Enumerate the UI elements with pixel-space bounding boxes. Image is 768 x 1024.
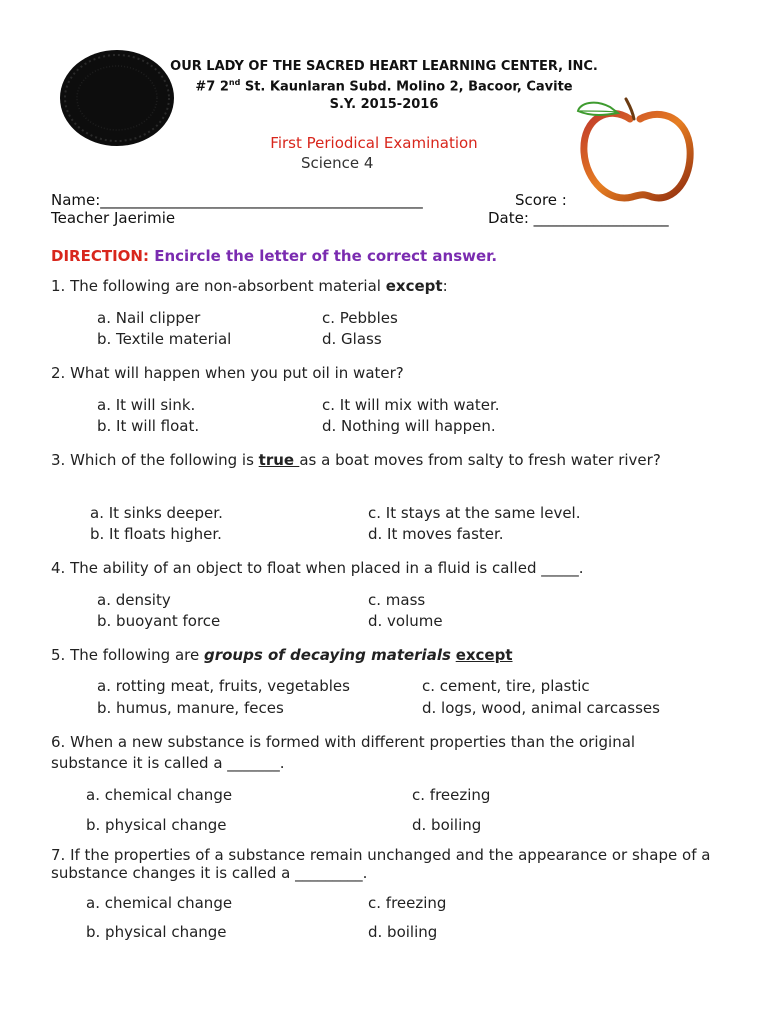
question-7: 7. If the properties of a substance remain unchanged and the appearance or shape of a substance changes it is called a _________. <box>51 846 711 882</box>
question-4: 4. The ability of an object to float when placed in a fluid is called _____. <box>51 559 584 577</box>
q3-option-b[interactable]: b. It floats higher. <box>90 525 222 543</box>
q2-option-b[interactable]: b. It will float. <box>97 417 200 435</box>
q1-option-b[interactable]: b. Textile material <box>97 330 232 348</box>
address-prefix: #7 2 <box>195 79 229 95</box>
q2-option-c[interactable]: c. It will mix with water. <box>322 396 500 414</box>
name-field[interactable]: Name:___________________________________________ <box>51 191 423 209</box>
question-5-except: except <box>455 646 513 664</box>
q2-option-a[interactable]: a. It will sink. <box>97 396 196 414</box>
q3-option-c[interactable]: c. It stays at the same level. <box>368 504 581 522</box>
school-year: S.Y. 2015-2016 <box>329 97 439 112</box>
q3-option-d[interactable]: d. It moves faster. <box>368 525 504 543</box>
score-field[interactable]: Score : <box>515 191 567 209</box>
direction-text: Encircle the letter of the correct answer. <box>148 247 498 265</box>
question-1-text: 1. The following are non-absorbent material <box>51 277 386 295</box>
apple-icon <box>570 97 700 207</box>
direction-label: DIRECTION: <box>51 247 149 265</box>
school-address <box>0 78 768 94</box>
question-3-emphasis: true <box>258 451 300 469</box>
question-1-emphasis: except <box>385 277 443 295</box>
question-2: 2. What will happen when you put oil in water? <box>51 364 404 382</box>
q4-option-d[interactable]: d. volume <box>368 612 443 630</box>
q5-option-a[interactable]: a. rotting meat, fruits, vegetables <box>97 677 350 695</box>
address-superscript: nd <box>228 78 241 87</box>
question-6: 6. When a new substance is formed with different properties than the original substance it is called a _______. <box>51 733 636 772</box>
q4-option-a[interactable]: a. density <box>97 591 171 609</box>
question-5 <box>51 645 711 666</box>
q1-option-d[interactable]: d. Glass <box>322 330 382 348</box>
question-5-text: 5. The following are <box>51 646 204 664</box>
q7-option-b[interactable]: b. physical change <box>86 923 227 941</box>
q7-option-a[interactable]: a. chemical change <box>86 894 233 912</box>
date-field[interactable]: Date: __________________ <box>488 209 669 227</box>
q7-option-c[interactable]: c. freezing <box>368 894 447 912</box>
address-rest: St. Kaunlaran Subd. Molino 2, Bacoor, Cavite <box>240 79 573 95</box>
question-3 <box>51 450 711 471</box>
q1-option-c[interactable]: c. Pebbles <box>322 309 398 327</box>
q4-option-b[interactable]: b. buoyant force <box>97 612 221 630</box>
q6-option-b[interactable]: b. physical change <box>86 816 227 834</box>
q4-option-c[interactable]: c. mass <box>368 591 426 609</box>
direction <box>51 247 497 265</box>
exam-title: First Periodical Examination <box>270 134 478 152</box>
q6-option-d[interactable]: d. boiling <box>412 816 482 834</box>
q1-option-a[interactable]: a. Nail clipper <box>97 309 201 327</box>
q7-option-d[interactable]: d. boiling <box>368 923 438 941</box>
question-1-end: : <box>442 277 448 295</box>
q6-option-c[interactable]: c. freezing <box>412 786 491 804</box>
q2-option-d[interactable]: d. Nothing will happen. <box>322 417 496 435</box>
school-name: OUR LADY OF THE SACRED HEART LEARNING CENTER, INC. <box>170 59 598 74</box>
question-1 <box>51 276 711 297</box>
question-3-text: 3. Which of the following is <box>51 451 259 469</box>
q3-option-a[interactable]: a. It sinks deeper. <box>90 504 223 522</box>
q5-option-b[interactable]: b. humus, manure, feces <box>97 699 284 717</box>
exam-subject: Science 4 <box>301 154 374 172</box>
question-3-end: as a boat moves from salty to fresh water river? <box>299 451 661 469</box>
q6-option-a[interactable]: a. chemical change <box>86 786 233 804</box>
question-5-emphasis: groups of decaying materials <box>203 646 451 664</box>
q5-option-d[interactable]: d. logs, wood, animal carcasses <box>422 699 660 717</box>
teacher-name: Teacher Jaerimie <box>51 209 176 227</box>
q5-option-c[interactable]: c. cement, tire, plastic <box>422 677 590 695</box>
